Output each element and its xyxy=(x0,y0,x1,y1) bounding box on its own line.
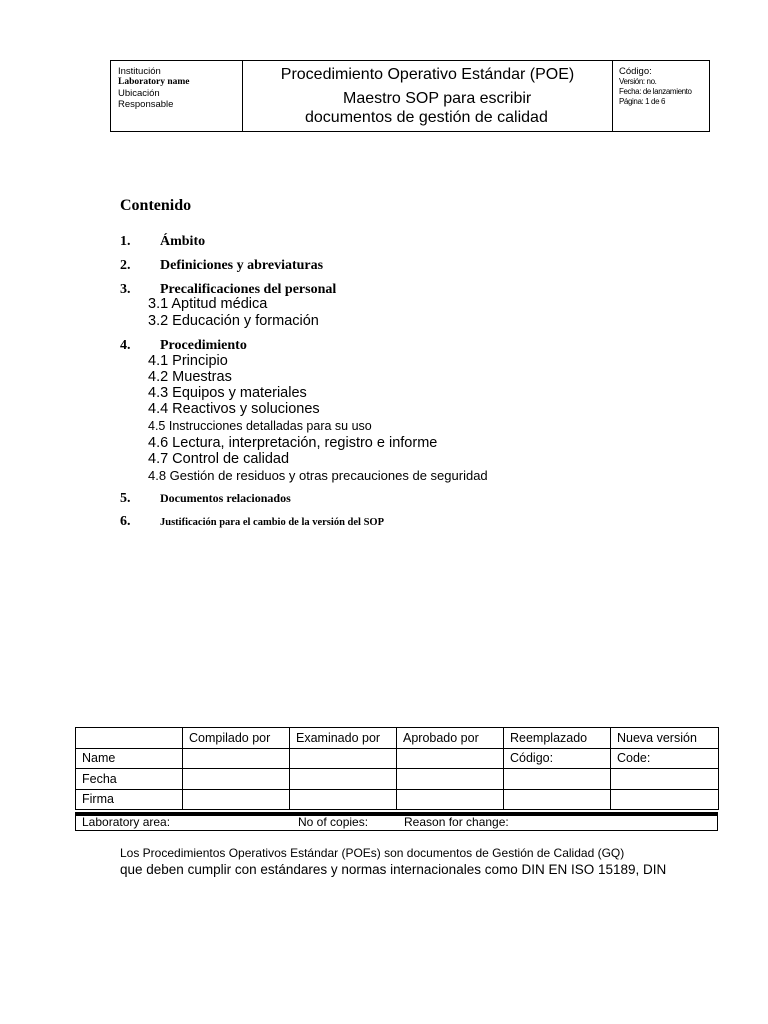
table-cell xyxy=(183,789,290,810)
toc-section-4 xyxy=(120,338,247,354)
toc-section-label: Ámbito xyxy=(160,234,206,249)
page-number-label: Página: 1 de 6 xyxy=(619,97,665,106)
reason-for-change-label: Reason for change: xyxy=(404,815,509,829)
toc-subsection-4-4: 4.4 Reactivos y soluciones xyxy=(148,401,320,417)
approval-table-footer-row xyxy=(75,816,718,831)
table-row xyxy=(76,748,719,769)
table-cell xyxy=(397,769,504,790)
table-cell xyxy=(397,789,504,810)
toc-section-label: Procedimiento xyxy=(160,338,247,353)
approval-table-header-row xyxy=(76,728,719,749)
table-row xyxy=(76,789,719,810)
approval-table xyxy=(75,727,719,810)
body-paragraph-line1: Los Procedimientos Operativos Estándar (POEs) son documentos de Gestión de Calidad (GQ) xyxy=(120,846,625,860)
table-header-cell xyxy=(76,728,183,749)
toc-subsection-4-6: 4.6 Lectura, interpretación, registro e informe xyxy=(148,435,438,451)
table-cell: Firma xyxy=(76,789,183,810)
table-header-cell: Examinado por xyxy=(290,728,397,749)
document-title: Procedimiento Operativo Estándar (POE) xyxy=(280,66,575,83)
table-header-cell: Nueva versión xyxy=(611,728,719,749)
institution-label: Institución xyxy=(118,66,161,77)
toc-section-label: Documentos relacionados xyxy=(160,491,291,505)
table-cell xyxy=(504,769,611,790)
table-header-cell: Reemplazado xyxy=(504,728,611,749)
toc-section-2 xyxy=(120,258,323,274)
toc-section-number: 2. xyxy=(120,258,131,273)
document-subtitle-line1: Maestro SOP para escribir xyxy=(343,90,532,107)
table-header-cell: Compilado por xyxy=(183,728,290,749)
version-label: Versión: no. xyxy=(619,77,657,86)
table-cell: Fecha xyxy=(76,769,183,790)
table-row xyxy=(76,769,719,790)
location-label: Ubicación xyxy=(118,88,160,99)
document-subtitle-line2: documentos de gestión de calidad xyxy=(305,109,548,126)
copies-label: No of copies: xyxy=(298,815,369,829)
header-institution-block xyxy=(111,61,243,131)
toc-section-number: 3. xyxy=(120,282,131,297)
toc-section-label: Justificación para el cambio de la versión del SOP xyxy=(160,517,384,528)
toc-subsection-3-1: 3.1 Aptitud médica xyxy=(148,296,268,312)
header-meta-block xyxy=(613,61,709,131)
toc-subsection-4-8: 4.8 Gestión de residuos y otras precauciones de seguridad xyxy=(148,468,488,483)
toc-section-1 xyxy=(120,234,205,250)
body-paragraph-line2: que deben cumplir con estándares y normas internacionales como DIN EN ISO 15189, DIN xyxy=(120,862,667,877)
contents-title: Contenido xyxy=(120,197,192,214)
toc-section-number: 5. xyxy=(120,491,131,506)
toc-section-label: Precalificaciones del personal xyxy=(160,282,337,297)
toc-subsection-4-1: 4.1 Principio xyxy=(148,353,228,369)
table-cell: Código: xyxy=(504,748,611,769)
toc-subsection-4-7: 4.7 Control de calidad xyxy=(148,451,290,467)
table-cell xyxy=(611,769,719,790)
table-cell xyxy=(290,789,397,810)
toc-section-label: Definiciones y abreviaturas xyxy=(160,258,324,273)
responsible-label: Responsable xyxy=(118,99,174,110)
table-cell: Code: xyxy=(611,748,719,769)
table-header-cell: Aprobado por xyxy=(397,728,504,749)
table-cell xyxy=(183,748,290,769)
toc-subsection-4-2: 4.2 Muestras xyxy=(148,369,232,385)
toc-subsection-4-5: 4.5 Instrucciones detalladas para su uso xyxy=(148,419,372,433)
toc-section-number: 6. xyxy=(120,514,131,529)
table-cell xyxy=(183,769,290,790)
lab-area-label: Laboratory area: xyxy=(82,815,171,829)
table-cell xyxy=(290,748,397,769)
code-label: Código: xyxy=(619,66,652,77)
toc-section-number: 1. xyxy=(120,234,131,249)
table-cell xyxy=(397,748,504,769)
toc-subsection-3-2: 3.2 Educación y formación xyxy=(148,313,319,329)
table-cell: Name xyxy=(76,748,183,769)
toc-subsection-4-3: 4.3 Equipos y materiales xyxy=(148,385,307,401)
toc-section-number: 4. xyxy=(120,338,131,353)
table-cell xyxy=(290,769,397,790)
header-title-block xyxy=(243,61,613,131)
document-header xyxy=(110,60,710,132)
table-cell xyxy=(504,789,611,810)
toc-section-5 xyxy=(120,491,291,507)
toc-section-6 xyxy=(120,514,384,530)
table-cell xyxy=(611,789,719,810)
release-date-label: Fecha: de lanzamiento xyxy=(619,87,692,96)
lab-name-label: Laboratory name xyxy=(118,77,190,87)
